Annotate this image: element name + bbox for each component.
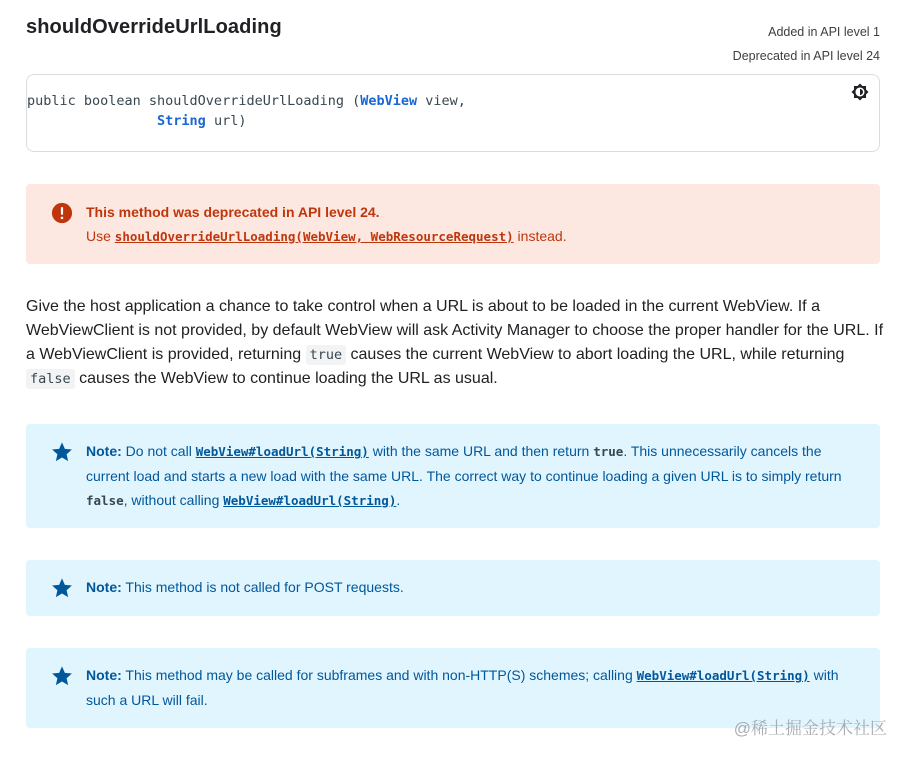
deprecation-heading: This method was deprecated in API level 24. [86,204,380,220]
param-url: url) [205,113,247,129]
description-text-2: causes the current WebView to abort loading the URL, while returning [346,346,845,363]
note-text: . This unnecessarily cancels the current load and starts a new load with the same URL. The correct way to continue loading a given URL is to simply return [86,443,842,484]
note-text: . [396,492,401,508]
deprecation-message [86,228,567,244]
note-text: with such a URL will fail. [86,667,839,708]
code-false: false [26,369,75,389]
added-api-level: Added in API level 1 [768,25,880,39]
method-description [26,295,886,391]
note-body [86,575,856,599]
use-prefix: Use [86,228,115,244]
code-true: true [593,444,624,459]
signature-prefix: public boolean shouldOverrideUrlLoading ( [27,93,361,109]
note-text: Do not call [121,443,196,459]
replacement-method-link[interactable]: shouldOverrideUrlLoading(WebView, WebResourceRequest) [114,229,514,244]
star-icon [51,441,73,463]
star-icon [51,665,73,687]
watermark: @稀土掘金技术社区 [733,719,887,738]
note-load-url [26,424,880,528]
param-view: view, [417,93,466,109]
code-true: true [306,345,347,365]
deprecated-api-level: Deprecated in API level 24 [732,49,880,63]
api-level-info [733,20,880,68]
note-label: Note: [86,579,122,595]
description-text-1: Give the host application a chance to take control when a URL is about to be loaded in the current WebView. If a WebViewClient is not provided, by default WebView will ask Activity Manager to choose the proper handler for the URL. If a WebViewClient is provided, returning [26,298,884,363]
description-text-3: causes the WebView to continue loading the URL as usual. [74,370,498,387]
note-label: Note: [86,443,122,459]
loadurl-link[interactable]: WebView#loadUrl(String) [636,668,810,683]
loadurl-link[interactable]: WebView#loadUrl(String) [195,444,369,459]
signature-indent [27,113,157,129]
method-signature [27,91,466,131]
type-string[interactable]: String [157,113,206,129]
deprecation-notice [26,184,880,264]
loadurl-link[interactable]: WebView#loadUrl(String) [223,493,397,508]
note-label: Note: [86,667,122,683]
note-text: , without calling [123,492,224,508]
note-body [86,439,856,513]
theme-toggle-icon[interactable] [851,83,869,101]
method-signature-box [26,74,880,152]
note-post-requests [26,560,880,616]
page-title: shouldOverrideUrlLoading [26,16,282,38]
note-text: This method is not called for POST requests. [121,579,404,595]
note-body [86,663,856,712]
use-suffix: instead. [513,228,567,244]
type-webview[interactable]: WebView [360,93,418,109]
note-text: with the same URL and then return [368,443,594,459]
star-icon [51,577,73,599]
code-false: false [86,493,124,508]
note-text: This method may be called for subframes and with non-HTTP(S) schemes; calling [121,667,637,683]
error-icon [51,202,73,224]
